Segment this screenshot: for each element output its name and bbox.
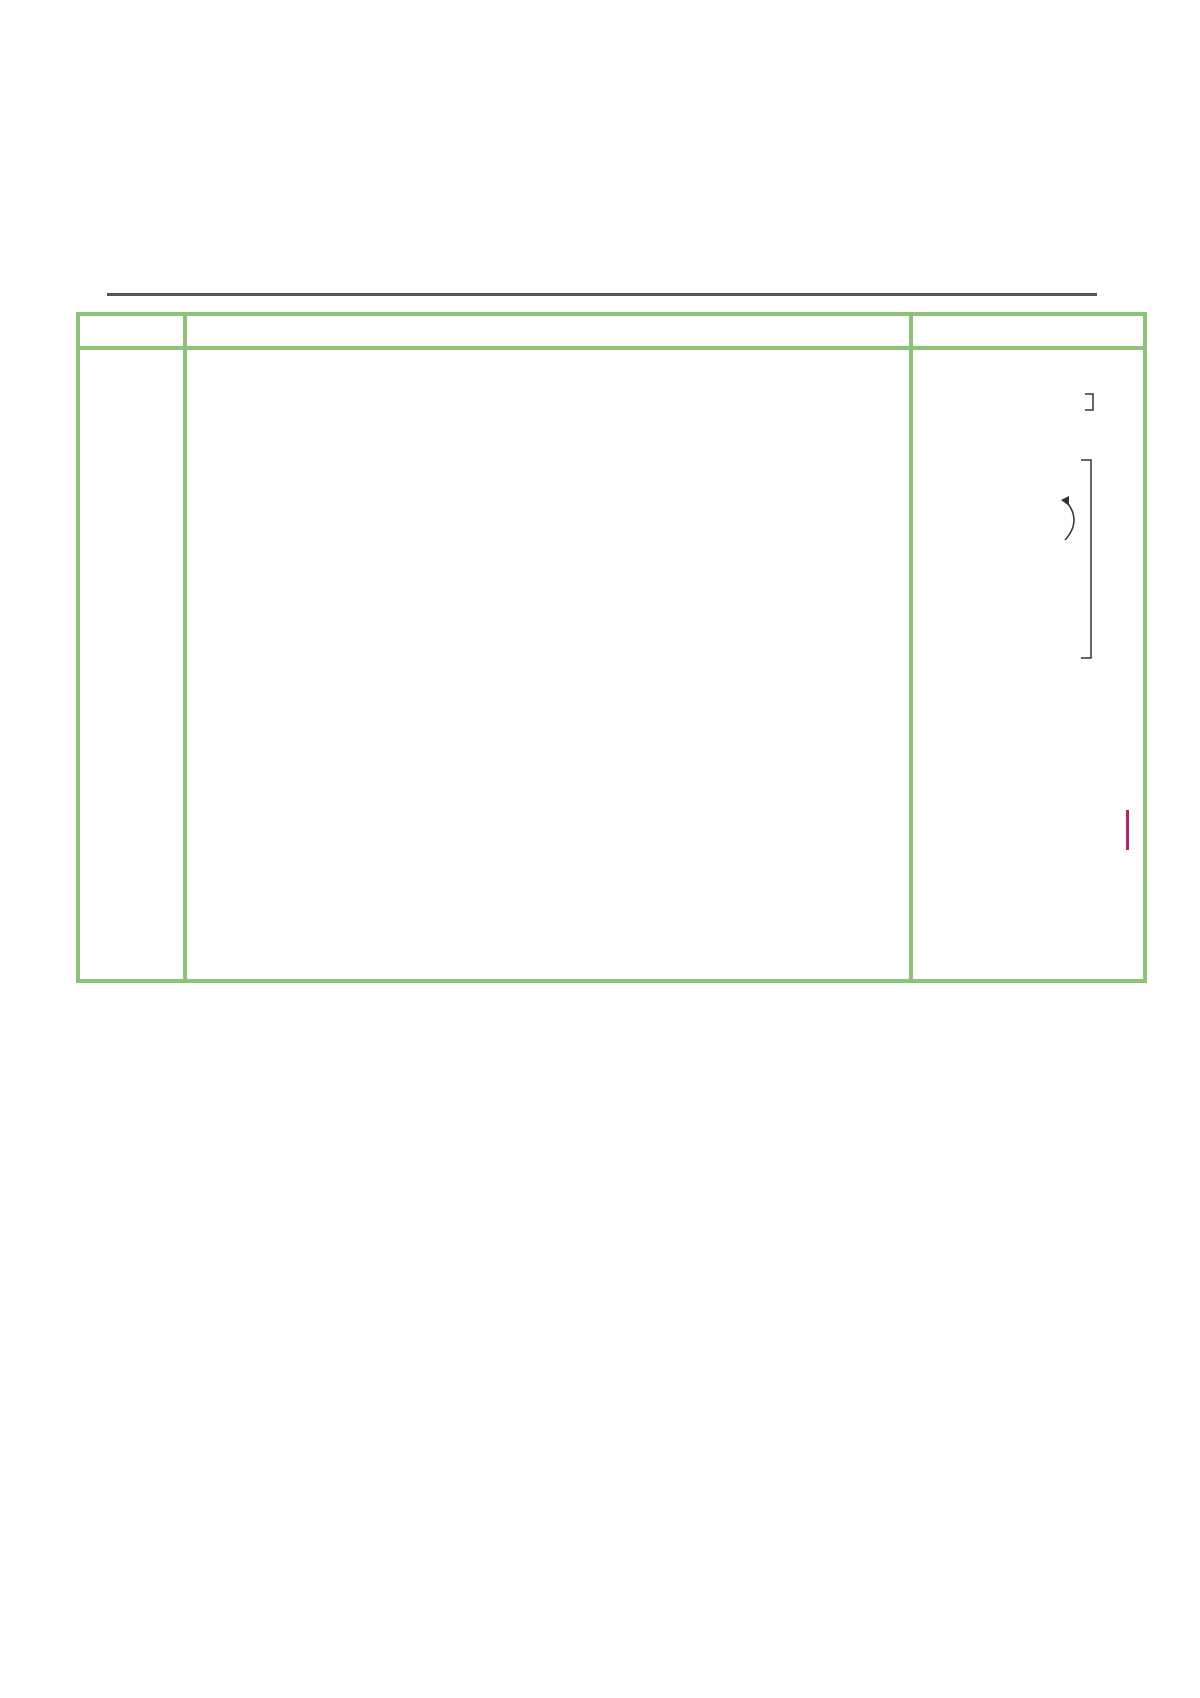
header-forma (78, 314, 185, 348)
cell-caracteristica (185, 348, 911, 981)
characteristics-block (187, 350, 909, 357)
divider (107, 293, 1097, 296)
dna-types-table (76, 312, 1147, 983)
a-dna-helix-side-view (913, 350, 1135, 970)
cell-estructura (911, 348, 1145, 981)
cell-forma (78, 348, 185, 981)
forma-name (80, 350, 183, 360)
header-estructura (911, 314, 1145, 348)
header-caracteristica (185, 314, 911, 348)
structure-figure (913, 350, 1143, 970)
